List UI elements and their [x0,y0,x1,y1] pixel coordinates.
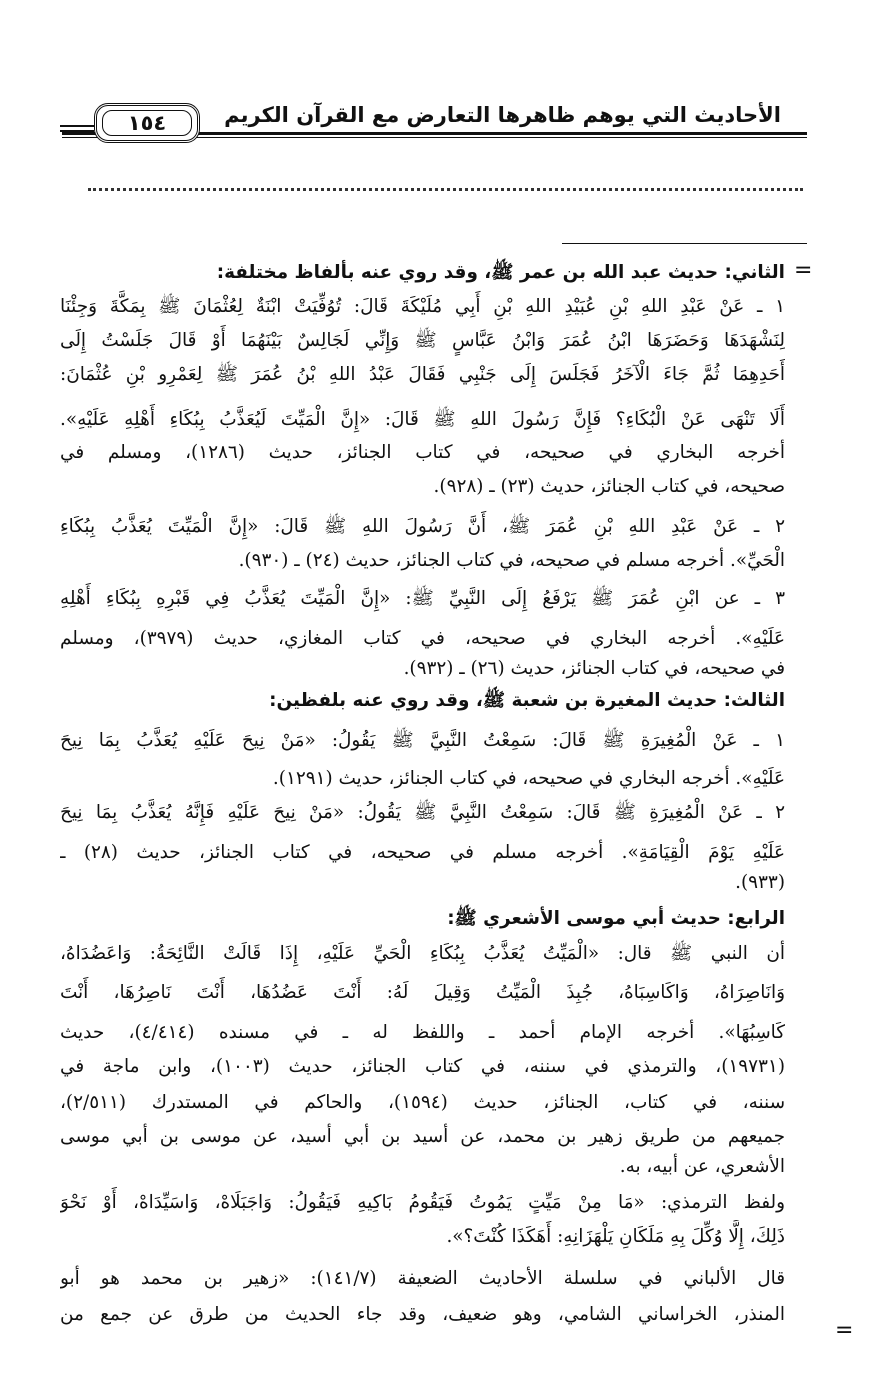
section-heading-third: الثالث: حديث المغيرة بن شعبة ﷺ، وقد روي عنه بلفظين: [269,690,785,711]
text-line: (٩٣٣). [735,872,785,893]
text-line: أَحَدِهِمَا ثُمَّ جَاءَ الْآخَرُ فَجَلَسَ إِلَى جَنْبِي فَقَالَ عَبْدُ اللهِ بْنُ عُمَرَ ﷺ لِعَمْرِو بْنِ عُثْمَانَ: [60,364,785,385]
text-line: وَانَاصِرَاهُ، وَاكَاسِبَاهُ، جُبِذَ الْمَيِّتُ وَقِيلَ لَهُ: أَنْتَ عَضُدُهَا، أَنْتَ نَاصِرُهَا، أَنْتَ [60,982,785,1003]
text-line: أخرجه البخاري في صحيحه، في كتاب الجنائز، حديث (١٢٨٦)، ومسلم في [60,442,785,463]
text-line: سننه، في كتاب، الجنائز، حديث (١٥٩٤)، والحاكم في المستدرك (٢/٥١١)، [60,1092,785,1113]
text-line: المنذر، الخراساني الشامي، وهو ضعيف، وقد جاء الحديث من طرق عن جمع من [60,1304,785,1325]
continuation-mark-top: = [794,258,813,283]
page-number: ١٥٤ [102,110,192,136]
text-line: عَلَيْهِ». أخرجه البخاري في صحيحه، في كتاب الجنائز، حديث (١٢٩١). [272,768,785,789]
text-line: لِنَشْهَدَهَا وَحَضَرَهَا ابْنُ عُمَرَ وَابْنُ عَبَّاسٍ ﷺ وَإِنِّي لَجَالِسٌ بَيْنَهُمَا أَوْ قَالَ جَلَسْتُ إِلَى [60,330,785,351]
footnote-rule [562,243,807,244]
text-line: ٣ ـ عن ابْنِ عُمَرَ ﷺ يَرْفَعُ إِلَى النَّبِيِّ ﷺ: «إِنَّ الْمَيِّتَ يُعَذَّبُ فِي قَبْرِهِ بِبُكَاءِ أَهْلِهِ [60,588,785,609]
continuation-mark-bottom: = [835,1318,854,1343]
text-line: صحيحه، في كتاب الجنائز، حديث (٢٣) ـ (٩٢٨). [433,476,785,497]
dotted-separator [88,188,803,191]
text-line: عَلَيْهِ يَوْمَ الْقِيَامَةِ». أخرجه مسلم في صحيحه، في كتاب الجنائز، حديث (٢٨) ـ [60,842,785,863]
text-line: قال الألباني في سلسلة الأحاديث الضعيفة (١٤١/٧): «زهير بن محمد هو أبو [60,1268,785,1289]
text-line: أن النبي ﷺ قال: «الْمَيِّتُ يُعَذَّبُ بِبُكَاءِ الْحَيِّ عَلَيْهِ، إِذَا قَالَتْ النَّائِحَةُ: وَاعَضُدَاهُ، [60,943,785,964]
text-line: ولفظ الترمذي: «مَا مِنْ مَيِّتٍ يَمُوتُ فَيَقُومُ بَاكِيهِ فَيَقُولُ: وَاجَبَلَاهْ، وَاسَيِّدَاهْ، أَوْ نَحْوَ [60,1192,785,1213]
text-line: ١ ـ عَنْ عَبْدِ اللهِ بْنِ عُبَيْدِ اللهِ بْنِ أَبِي مُلَيْكَةَ قَالَ: تُوُفِّيَتْ ابْنَةٌ لِعُثْمَانَ ﷺ بِمَكَّةَ وَجِئْنَا [60,296,785,317]
text-line: كَاسِبُهَا». أخرجه الإمام أحمد ـ واللفظ له ـ في مسنده (٤/٤١٤)، حديث [60,1022,785,1043]
text-line: (١٩٧٣١)، والترمذي في سننه، في كتاب الجنائز، حديث (١٠٠٣)، وابن ماجة في [60,1056,785,1077]
page-number-ornament [60,125,94,135]
text-line: جميعهم من طريق زهير بن محمد، عن أسيد بن أبي أسيد، عن موسى بن أبي موسى [60,1126,785,1147]
text-line: عَلَيْهِ». أخرجه البخاري في صحيحه، في كتاب المغازي، حديث (٣٩٧٩)، ومسلم [60,628,785,649]
text-line: أَلَا تَنْهَى عَنْ الْبُكَاءِ؟ فَإِنَّ رَسُولَ اللهِ ﷺ قَالَ: «إِنَّ الْمَيِّتَ لَيُعَذَّبُ بِبُكَاءِ أَهْلِهِ عَلَيْهِ». [60,409,785,430]
text-line: ٢ ـ عَنْ عَبْدِ اللهِ بْنِ عُمَرَ ﷺ، أَنَّ رَسُولَ اللهِ ﷺ قَالَ: «إِنَّ الْمَيِّتَ يُعَذَّبُ بِبُكَاءِ [60,516,785,537]
text-line: الْحَيِّ». أخرجه مسلم في صحيحه، في كتاب الجنائز، حديث (٢٤) ـ (٩٣٠). [238,550,785,571]
page-number-frame [94,103,200,143]
running-header-title: الأحاديث التي يوهم ظاهرها التعارض مع القرآن الكريم [224,103,781,127]
section-heading-second: الثاني: حديث عبد الله بن عمر ﷺ، وقد روي عنه بألفاظ مختلفة: [216,262,785,283]
text-line: ١ ـ عَنْ الْمُغِيرَةِ ﷺ قَالَ: سَمِعْتُ النَّبِيَّ ﷺ يَقُولُ: «مَنْ نِيحَ عَلَيْهِ يُعَذَّبُ بِمَا نِيحَ [60,730,785,751]
text-line: في صحيحه، في كتاب الجنائز، حديث (٢٦) ـ (٩٣٢). [403,658,785,679]
section-heading-fourth: الرابع: حديث أبي موسى الأشعري ﷺ: [447,908,785,929]
text-line: ذَلِكَ، إِلَّا وُكِّلَ بِهِ مَلَكَانِ يَلْهَزَانِهِ: أَهَكَذَا كُنْتَ؟». [446,1226,785,1247]
text-line: الأشعري، عن أبيه، به. [619,1156,785,1177]
text-line: ٢ ـ عَنْ الْمُغِيرَةِ ﷺ قَالَ: سَمِعْتُ النَّبِيَّ ﷺ يَقُولُ: «مَنْ نِيحَ عَلَيْهِ فَإِنَّهُ يُعَذَّبُ بِمَا نِيحَ [60,802,785,823]
